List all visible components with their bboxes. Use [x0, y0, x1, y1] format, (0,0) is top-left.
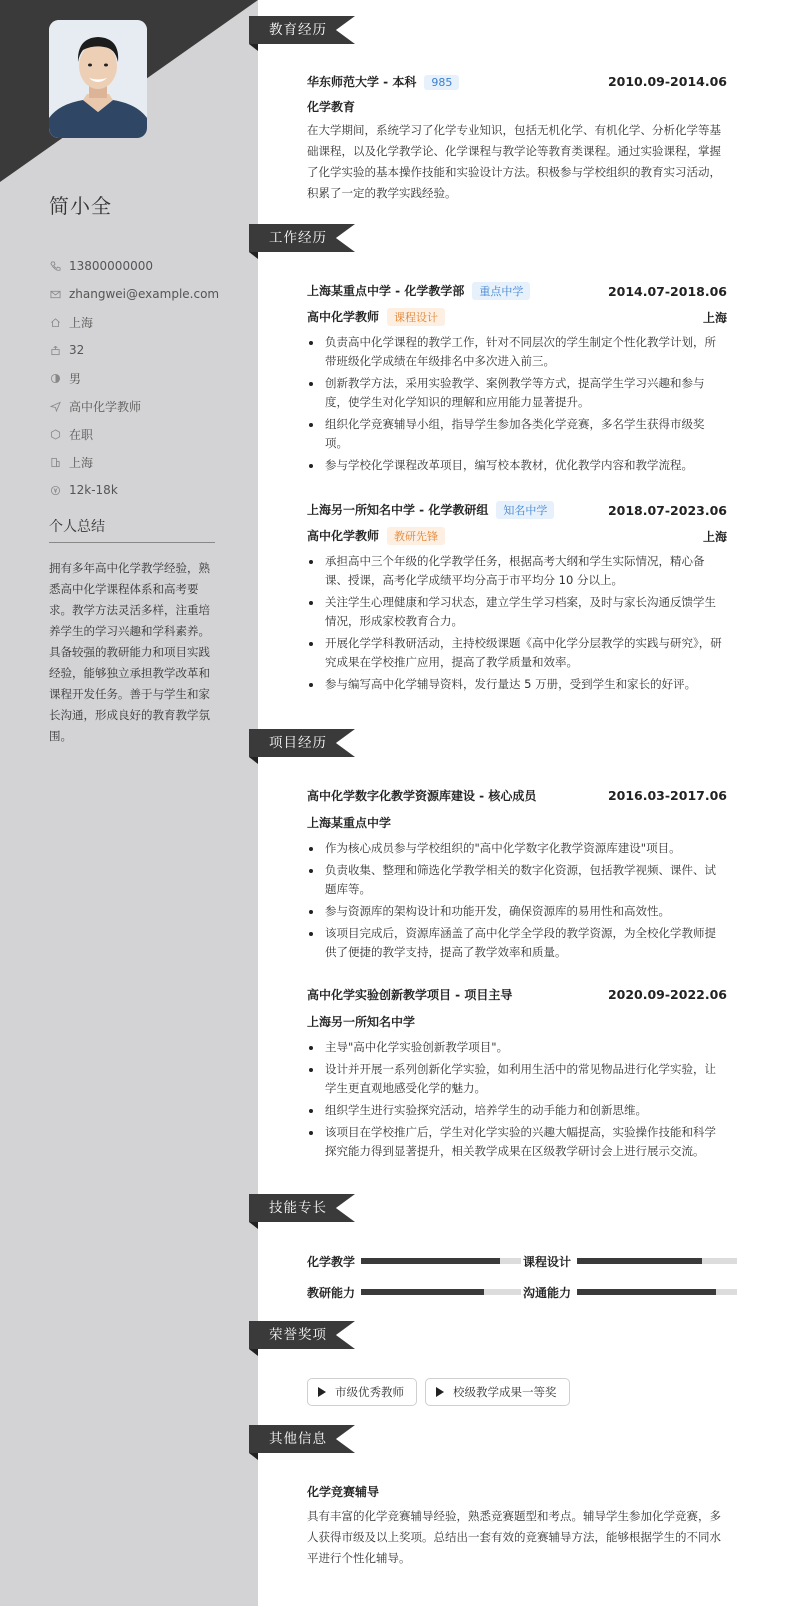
list-item: 参与资源库的架构设计和功能开发，确保资源库的易用性和高效性。 [307, 902, 727, 921]
project-org: 上海某重点中学 [307, 816, 392, 830]
skill-name: 课程设计 [523, 1254, 572, 1269]
company-tag: 重点中学 [472, 282, 530, 300]
education-date: 2010.09-2014.06 [607, 74, 727, 89]
project-date: 2016.03-2017.06 [607, 788, 727, 803]
list-item: 作为核心成员参与学校组织的"高中化学数字化教学资源库建设"项目。 [307, 839, 727, 858]
section-title: 技能专长 [269, 1200, 327, 1216]
phone-text: 13800000000 [69, 259, 153, 273]
project-bullets [307, 1038, 727, 1161]
skill-bar [577, 1289, 737, 1295]
info-status [49, 420, 219, 448]
skill-bar [361, 1289, 521, 1295]
school-tag: 985 [424, 75, 459, 90]
work-location: 上海 [702, 310, 727, 325]
summary-text: 拥有多年高中化学教学经验，熟悉高中化学课程体系和高考要求。教学方法灵活多样，注重培养学生的学习兴趣和学科素养。具备较强的教研能力和项目实践经验，能够独立承担教学改革和课程开发任务。善于与学生和家长沟通，形成良好的教育教学氛围。 [49, 561, 210, 743]
work-entry-1 [307, 282, 727, 478]
work-entry-2 [307, 501, 727, 697]
project-name: 高中化学数字化教学资源库建设 - 核心成员 [307, 789, 537, 803]
company-line: 上海某重点中学 - 化学教学部 重点中学 [307, 282, 530, 300]
info-age [49, 336, 219, 364]
section-header-projects [249, 729, 355, 757]
company-tag: 知名中学 [496, 501, 554, 519]
info-salary [49, 476, 219, 504]
skill-bar-fill [361, 1258, 500, 1264]
main-content [258, 0, 794, 1606]
role-line: 高中化学教师 课程设计 [307, 308, 445, 326]
role-tag: 教研先锋 [387, 527, 445, 545]
home-icon [49, 316, 61, 328]
phone-icon [49, 260, 61, 272]
salary-icon [49, 484, 61, 496]
section-header-honors [249, 1321, 355, 1349]
list-item: 组织学生进行实验探究活动，培养学生的动手能力和创新思维。 [307, 1101, 727, 1120]
skill-name: 沟通能力 [523, 1285, 572, 1300]
honor-label: 校级教学成果一等奖 [453, 1385, 557, 1399]
work-bullets [307, 333, 727, 475]
project-entry-2 [307, 986, 727, 1164]
info-phone [49, 252, 219, 280]
work-date: 2014.07-2018.06 [607, 283, 727, 299]
skill-item [523, 1253, 737, 1269]
list-item: 承担高中三个年级的化学教学任务，根据高考大纲和学生实际情况，精心备课、授课，高考化学成绩平均分高于市平均分 10 分以上。 [307, 552, 727, 590]
info-city [49, 448, 219, 476]
city-text: 上海 [69, 455, 94, 470]
skill-bar-fill [577, 1258, 702, 1264]
education-entry [307, 73, 727, 204]
list-item: 创新教学方法，采用实验教学、案例教学等方式，提高学生学习兴趣和参与度，使学生对化学知识的理解和应用能力显著提升。 [307, 374, 727, 412]
project-entry-1 [307, 787, 727, 965]
job-text: 高中化学教师 [69, 399, 142, 414]
age-text: 32 [69, 343, 85, 357]
section-title: 项目经历 [269, 735, 327, 751]
job-icon [49, 400, 61, 412]
honor-badge [425, 1378, 570, 1406]
home-text: 上海 [69, 315, 94, 330]
honor-label: 市级优秀教师 [335, 1385, 404, 1399]
skill-bar [361, 1258, 521, 1264]
education-desc: 在大学期间，系统学习了化学专业知识，包括无机化学、有机化学、分析化学等基础课程，以及化学教学论、化学课程与教学论等教育类课程。通过实验课程，掌握了化学实验的基本操作技能和实验设计方法。积极参与学校组织的教育实习活动，积累了一定的教学实践经验。 [307, 123, 721, 200]
skill-name: 教研能力 [307, 1285, 356, 1300]
email-text: zhangwei@example.com [69, 287, 220, 301]
info-gender [49, 364, 219, 392]
city-icon [49, 456, 61, 468]
section-title: 荣誉奖项 [269, 1327, 327, 1343]
school-line: 华东师范大学 - 本科 985 [307, 73, 459, 90]
project-org: 上海另一所知名中学 [307, 1015, 416, 1029]
list-item: 参与编写高中化学辅导资料，发行量达 5 万册，受到学生和家长的好评。 [307, 675, 727, 694]
list-item: 负责收集、整理和筛选化学教学相关的数字化资源，包括教学视频、课件、试题库等。 [307, 861, 727, 899]
status-icon [49, 428, 61, 440]
list-item: 该项目在学校推广后，学生对化学实验的兴趣大幅提高，实验操作技能和科学探究能力得到显著提升，相关教学成果在区级教学研讨会上进行展示交流。 [307, 1123, 727, 1161]
skill-item [307, 1253, 521, 1269]
contact-info-list [49, 252, 219, 504]
gender-text: 男 [69, 371, 82, 386]
age-icon [49, 344, 61, 356]
list-item: 该项目完成后，资源库涵盖了高中化学全学段的教学资源，为全校化学教师提供了便捷的教学支持，提高了教学效率和质量。 [307, 924, 727, 962]
skill-bar [577, 1258, 737, 1264]
role-line: 高中化学教师 教研先锋 [307, 527, 445, 545]
list-item: 负责高中化学课程的教学工作，针对不同层次的学生制定个性化教学计划，所带班级化学成绩在年级排名中多次进入前三。 [307, 333, 727, 371]
gender-icon [49, 372, 61, 384]
list-item: 主导"高中化学实验创新教学项目"。 [307, 1038, 727, 1057]
info-job [49, 392, 219, 420]
project-date: 2020.09-2022.06 [607, 987, 727, 1002]
education-major: 化学教育 [307, 100, 356, 114]
profile-name: 简小全 [49, 194, 112, 218]
skill-bar-fill [577, 1289, 716, 1295]
role-tag: 课程设计 [387, 308, 445, 326]
email-icon [49, 288, 61, 300]
info-home [49, 308, 219, 336]
salary-text: 12k-18k [69, 483, 118, 497]
summary-title: 个人总结 [49, 519, 105, 535]
other-subtitle: 化学竞赛辅导 [307, 1485, 380, 1499]
work-location: 上海 [702, 529, 727, 544]
skill-name: 化学教学 [307, 1254, 356, 1269]
project-bullets [307, 839, 727, 962]
list-item: 关注学生心理健康和学习状态，建立学生学习档案，及时与家长沟通反馈学生情况，形成家校教育合力。 [307, 593, 727, 631]
section-title: 教育经历 [269, 22, 327, 38]
honor-badge [307, 1378, 417, 1406]
info-email [49, 280, 219, 308]
sidebar [0, 0, 258, 1606]
skill-item [523, 1284, 737, 1300]
section-header-work [249, 224, 355, 252]
project-name: 高中化学实验创新教学项目 - 项目主导 [307, 988, 513, 1002]
play-arrow-icon [436, 1387, 444, 1397]
list-item: 组织化学竞赛辅导小组，指导学生参加各类化学竞赛，多名学生获得市级奖项。 [307, 415, 727, 453]
company-line: 上海另一所知名中学 - 化学教研组 知名中学 [307, 501, 554, 519]
section-title: 工作经历 [269, 230, 327, 246]
section-header-skills [249, 1194, 355, 1222]
skill-bar-fill [361, 1289, 484, 1295]
section-header-education [249, 16, 355, 44]
section-header-other [249, 1425, 355, 1453]
summary-divider [49, 542, 215, 543]
avatar [49, 20, 147, 138]
work-bullets [307, 552, 727, 694]
other-entry [307, 1483, 727, 1569]
skill-item [307, 1284, 521, 1300]
work-date: 2018.07-2023.06 [607, 502, 727, 518]
other-desc: 具有丰富的化学竞赛辅导经验，熟悉竞赛题型和考点。辅导学生参加化学竞赛，多人获得市级及以上奖项。总结出一套有效的竞赛辅导方法，能够根据学生的不同水平进行个性化辅导。 [307, 1509, 721, 1565]
list-item: 参与学校化学课程改革项目，编写校本教材，优化教学内容和教学流程。 [307, 456, 727, 475]
status-text: 在职 [69, 427, 94, 442]
list-item: 开展化学学科教研活动，主持校级课题《高中化学分层教学的实践与研究》，研究成果在学校推广应用，提高了教学质量和效率。 [307, 634, 727, 672]
list-item: 设计并开展一系列创新化学实验，如利用生活中的常见物品进行化学实验，让学生更直观地感受化学的魅力。 [307, 1060, 727, 1098]
section-title: 其他信息 [269, 1431, 327, 1447]
play-arrow-icon [318, 1387, 326, 1397]
